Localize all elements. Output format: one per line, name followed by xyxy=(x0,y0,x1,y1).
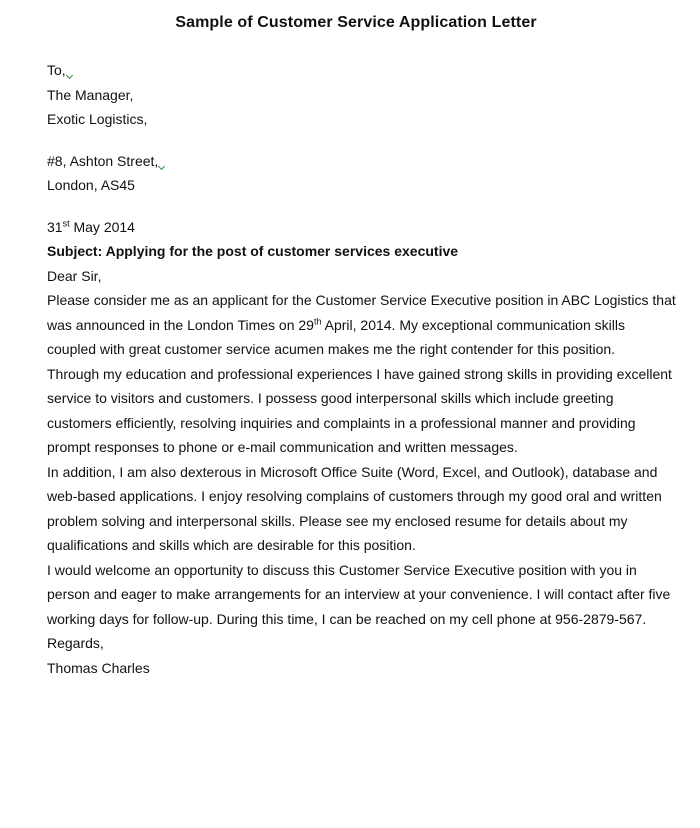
document-title: Sample of Customer Service Application Letter xyxy=(175,14,537,31)
address-line-1 xyxy=(47,149,677,174)
paragraph-1-sup: th xyxy=(313,315,322,326)
recipient-block xyxy=(47,58,677,132)
spellcheck-mark-icon xyxy=(158,162,165,169)
to-text: To, xyxy=(47,62,66,78)
date-rest: May 2014 xyxy=(69,218,135,235)
date-day: 31 xyxy=(47,218,63,235)
paragraph-1 xyxy=(47,288,677,362)
paragraph-1-part-b: April, 2014. My exceptional communication skills coupled with great customer service acumen makes me the right contender for this position. xyxy=(47,316,625,357)
paragraph-4: I would welcome an opportunity to discuss this Customer Service Executive position with you in person and eager to make arrangements for an interview at your convenience. I will contact after five working days for follow-up. During this time, I can be reached on my cell phone at 956-2879-567. xyxy=(47,561,671,627)
closing: Regards, xyxy=(47,635,104,651)
salutation: Dear Sir, xyxy=(47,267,102,284)
paragraph-3: In addition, I am also dexterous in Microsoft Office Suite (Word, Excel, and Outlook), database and web-based applications. I enjoy resolving complains of customers through my good oral and written problem solving and interpersonal skills. Please see my enclosed resume for details about my qualifications and skills which are desirable for this position. xyxy=(47,463,662,553)
address-block xyxy=(47,149,677,198)
spellcheck-mark-icon xyxy=(66,72,73,79)
signature: Thomas Charles xyxy=(47,659,150,676)
address-line-1-text: #8, Ashton Street, xyxy=(47,152,159,169)
recipient-name: The Manager, xyxy=(47,86,134,103)
address-line-2: London, AS45 xyxy=(47,177,135,193)
recipient-company: Exotic Logistics, xyxy=(47,111,148,127)
to-line xyxy=(47,58,677,83)
letter-subject: Subject: Applying for the post of customer services executive xyxy=(47,243,459,259)
date-suffix: st xyxy=(62,217,70,228)
letter-body xyxy=(47,58,677,680)
paragraph-1-part-a: Please consider me as an applicant for the Customer Service Executive position in ABC Logistics that was announced in the London Times on 29 xyxy=(47,292,676,333)
letter-date xyxy=(47,215,677,240)
paragraph-2: Through my education and professional experiences I have gained strong skills in providing excellent service to visitors and customers. I possess good interpersonal skills which include greeting customers efficiently, resolving inquiries and complaints in a professional manner and providing prompt responses to phone or e-mail communication and written messages. xyxy=(47,365,672,455)
